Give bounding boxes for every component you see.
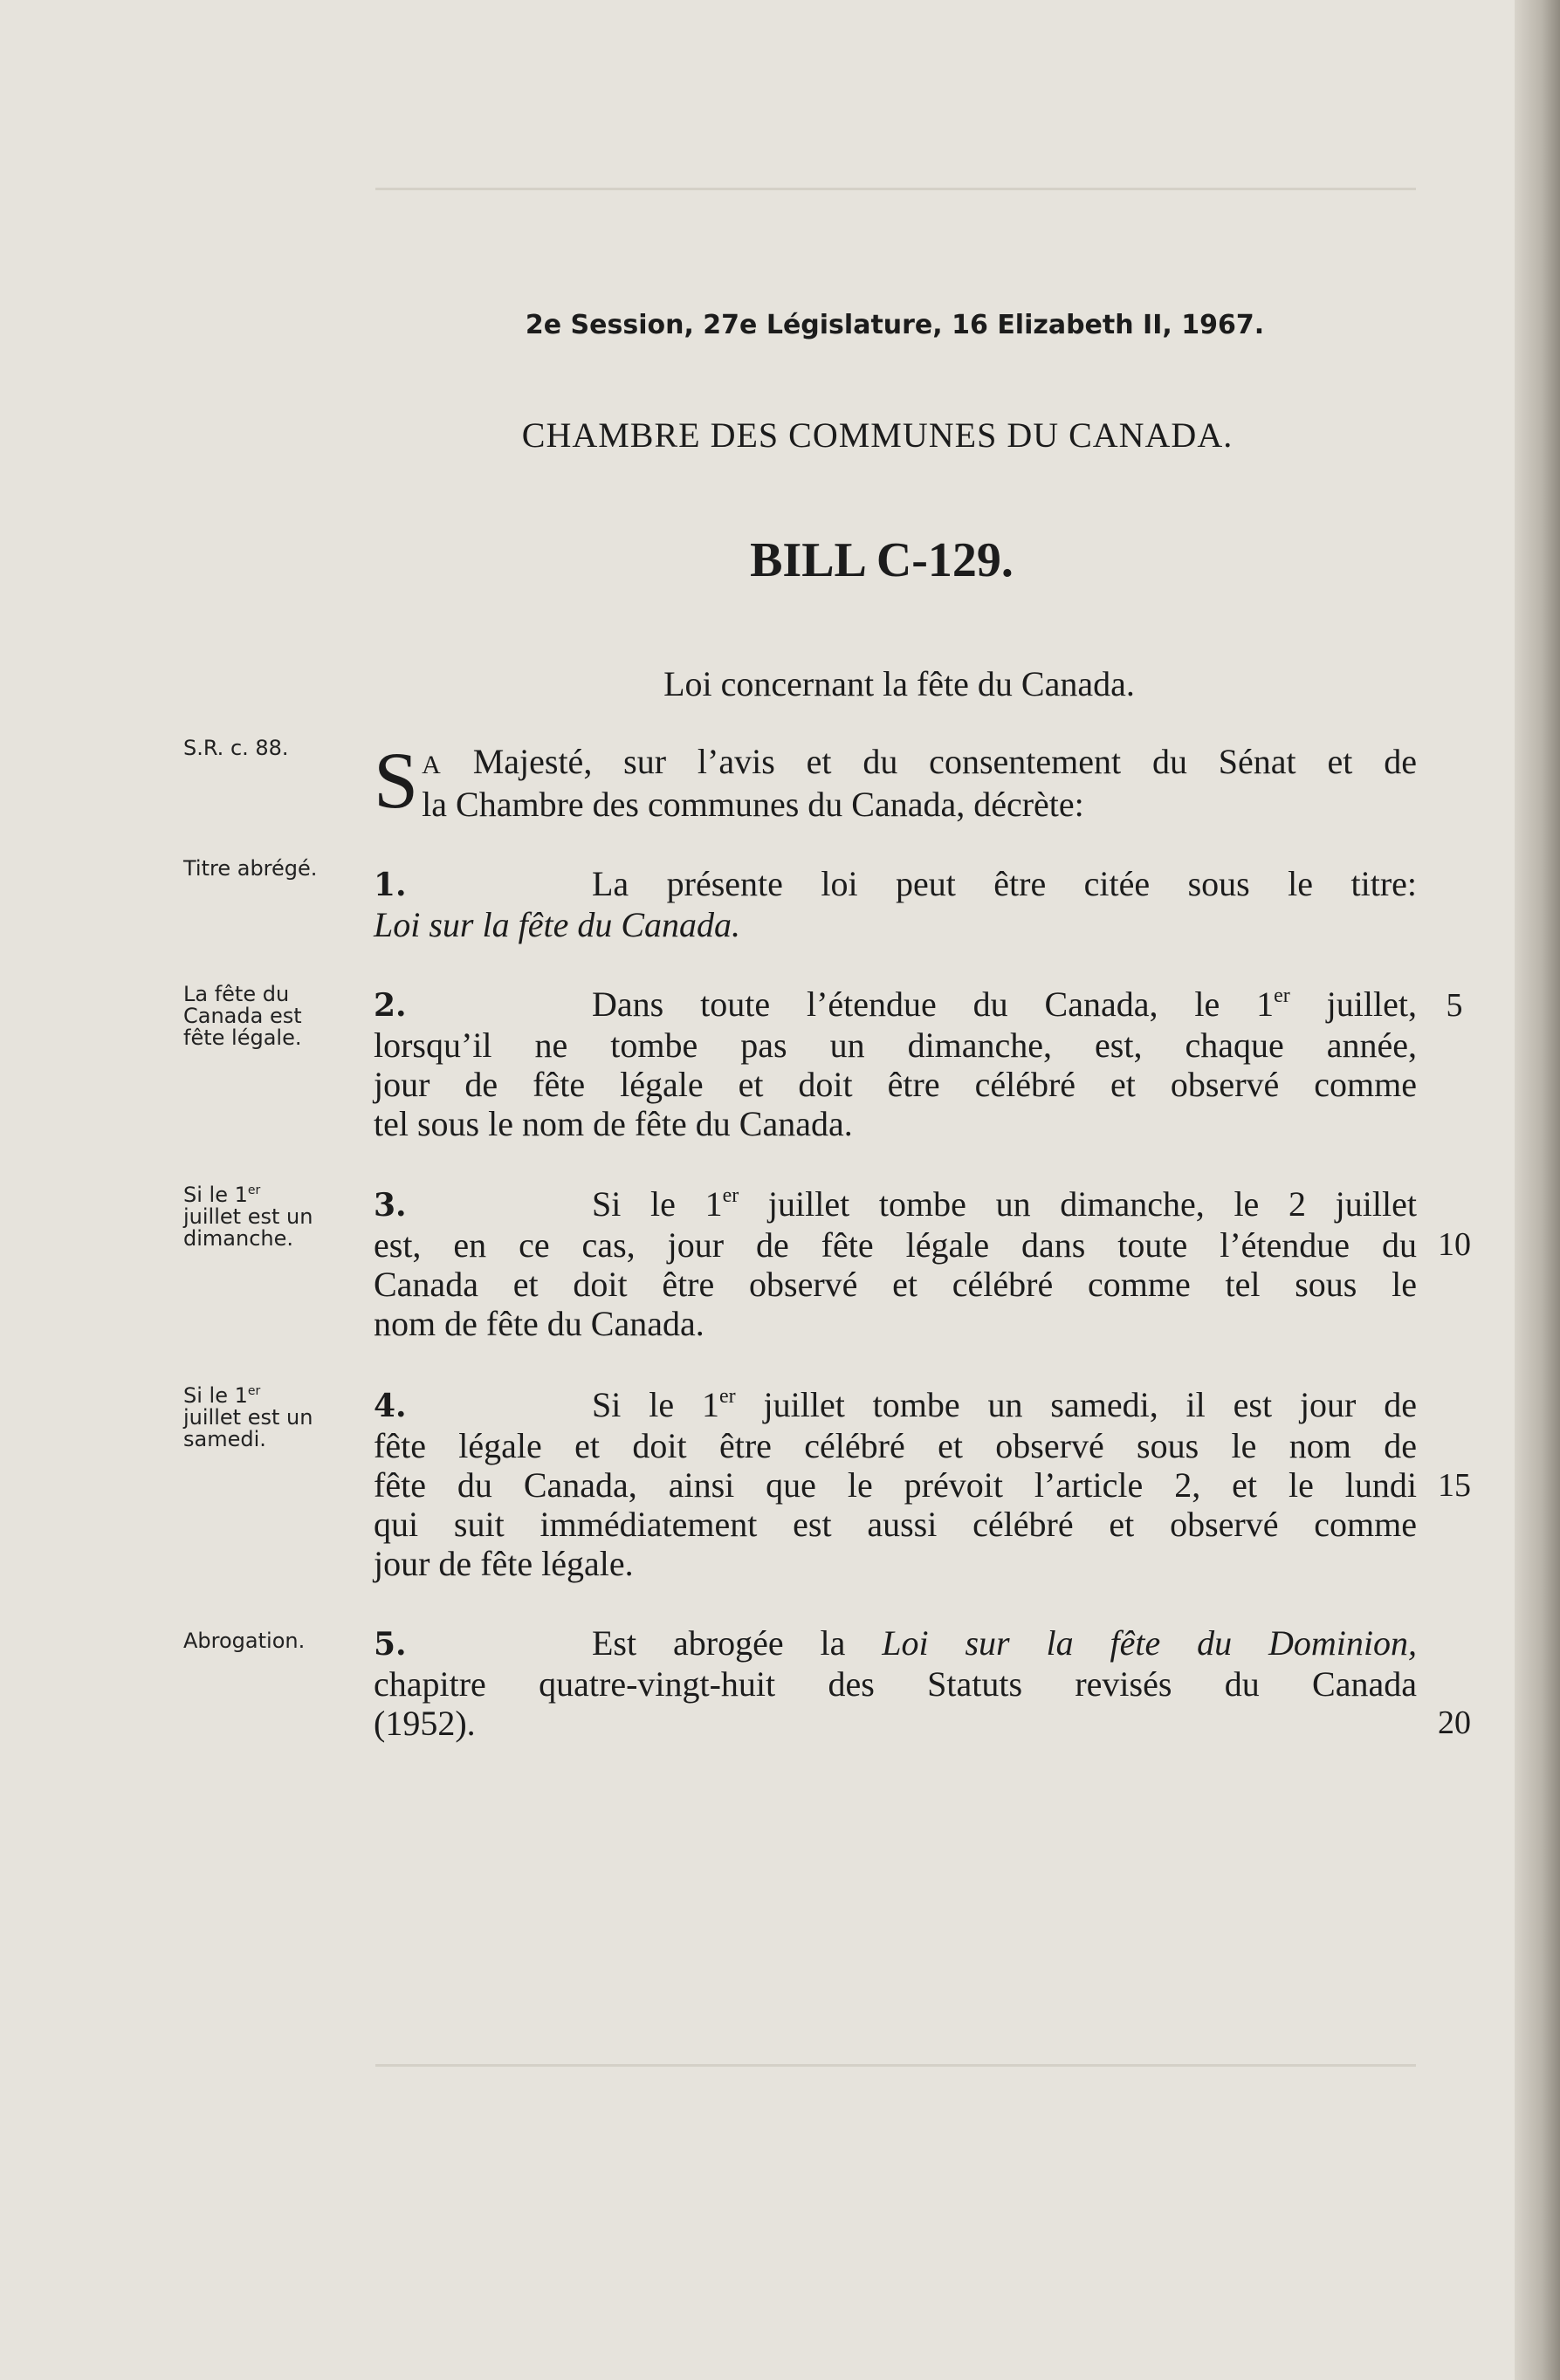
section-1-line-2 — [374, 905, 1417, 944]
section-5-line-3: (1952). — [374, 1704, 476, 1743]
page-edge-shadow — [1515, 0, 1560, 2380]
margin-note-s2-line2: Canada est — [183, 1004, 302, 1028]
section-1-line-1-text: La présente loi peut être citée sous le titre: — [592, 864, 1417, 903]
show-through-rule-bottom — [375, 2064, 1416, 2067]
section-2-line-1 — [374, 984, 1417, 1025]
section-2-line-3: jour de fête légale et doit être célébré et observé comme — [374, 1065, 1417, 1104]
margin-note-s3-line2: juillet est un — [183, 1204, 313, 1229]
section-4-number: 4. — [374, 1388, 407, 1424]
section-4-line-2: fête légale et doit être célébré et observé sous le nom de — [374, 1426, 1417, 1465]
margin-note-s4 — [183, 1385, 358, 1451]
short-title: Loi sur la fête du Canada. — [374, 905, 741, 944]
section-4-sup: er — [718, 1385, 736, 1408]
section-3-line-2: est, en ce cas, jour de fête légale dans toute l’étendue du — [374, 1225, 1417, 1265]
chamber-heading: CHAMBRE DES COMMUNES DU CANADA. — [521, 415, 1234, 455]
section-5-line-2: chapitre quatre-vingt-huit des Statuts revisés du Canada — [374, 1664, 1417, 1704]
section-4-line-1 — [374, 1385, 1417, 1426]
section-5-number: 5. — [374, 1626, 407, 1663]
margin-note-s4-line3: samedi. — [183, 1427, 266, 1451]
margin-note-s4-line1: Si le 1 — [183, 1383, 248, 1408]
bill-title: Loi concernant la fête du Canada. — [663, 664, 1135, 703]
section-3 — [374, 1184, 1417, 1343]
enacting-line-1-text: Majesté, sur l’avis et du consentement du Sénat et de — [441, 742, 1417, 781]
section-3-line-1-pre: Si le 1 — [592, 1184, 723, 1224]
section-2-line-1-pre: Dans toute l’étendue du Canada, le 1 — [592, 984, 1275, 1024]
section-2 — [374, 984, 1417, 1143]
enacting-smallcap: A — [422, 751, 442, 779]
section-3-line-4: nom de fête du Canada. — [374, 1304, 704, 1343]
line-number-10: 10 — [1438, 1226, 1471, 1263]
margin-note-s3-sup: er — [247, 1183, 261, 1197]
section-4-line-5: jour de fête légale. — [374, 1544, 634, 1583]
margin-note-s2-line1: La fête du — [183, 982, 290, 1006]
show-through-rule-top — [375, 188, 1416, 190]
margin-note-s4-line2: juillet est un — [183, 1405, 313, 1430]
enacting-line-1 — [374, 742, 1417, 785]
drop-cap: S — [374, 736, 419, 825]
section-2-number: 2. — [374, 987, 407, 1024]
line-number-5: 5 — [1446, 987, 1463, 1024]
section-2-sup: er — [1274, 984, 1290, 1007]
section-5-line-1-pre: Est abrogée la — [592, 1623, 883, 1663]
line-number-20: 20 — [1438, 1704, 1471, 1741]
section-3-line-1-post: juillet tombe un dimanche, le 2 juillet — [739, 1184, 1417, 1224]
section-4-line-1-post: juillet tombe un samedi, il est jour de — [735, 1385, 1417, 1424]
section-4-line-1-pre: Si le 1 — [592, 1385, 719, 1424]
section-3-number: 3. — [374, 1187, 407, 1224]
margin-note-preamble: S.R. c. 88. — [183, 736, 289, 760]
section-5-line-1 — [374, 1623, 1417, 1664]
enacting-line-2: la Chambre des communes du Canada, décrète: — [422, 785, 1084, 824]
section-3-line-3: Canada et doit être observé et célébré comme tel sous le — [374, 1265, 1417, 1304]
margin-note-s1: Titre abrégé. — [183, 856, 318, 881]
section-3-sup: er — [722, 1184, 739, 1207]
bill-number: BILL C-129. — [750, 533, 1014, 587]
section-4-line-3: fête du Canada, ainsi que le prévoit l’article 2, et le lundi — [374, 1465, 1417, 1505]
margin-note-s3 — [183, 1184, 358, 1250]
section-3-line-1 — [374, 1184, 1417, 1225]
margin-note-s5: Abrogation. — [183, 1629, 306, 1653]
margin-note-s3-line3: dimanche. — [183, 1226, 293, 1251]
section-4 — [374, 1385, 1417, 1583]
section-2-line-1-post: juillet, — [1289, 984, 1417, 1024]
margin-note-s4-sup: er — [247, 1384, 261, 1398]
line-number-15: 15 — [1438, 1467, 1471, 1504]
margin-note-s3-line1: Si le 1 — [183, 1183, 248, 1207]
margin-note-s2-line3: fête légale. — [183, 1025, 302, 1050]
margin-note-s2 — [183, 984, 358, 1049]
section-2-line-2: lorsqu’il ne tombe pas un dimanche, est, chaque année, — [374, 1025, 1417, 1065]
section-1-number: 1. — [374, 867, 407, 903]
section-2-line-4: tel sous le nom de fête du Canada. — [374, 1104, 853, 1143]
section-4-line-4: qui suit immédiatement est aussi célébré et observé comme — [374, 1505, 1417, 1544]
enacting-clause — [374, 736, 1417, 825]
repealed-act-title: Loi sur la fête du Dominion, — [882, 1623, 1418, 1663]
section-1 — [374, 864, 1417, 944]
section-5 — [374, 1623, 1417, 1743]
section-1-line-1 — [374, 864, 1417, 905]
session-line: 2e Session, 27e Législature, 16 Elizabeth II, 1967. — [525, 310, 1265, 340]
